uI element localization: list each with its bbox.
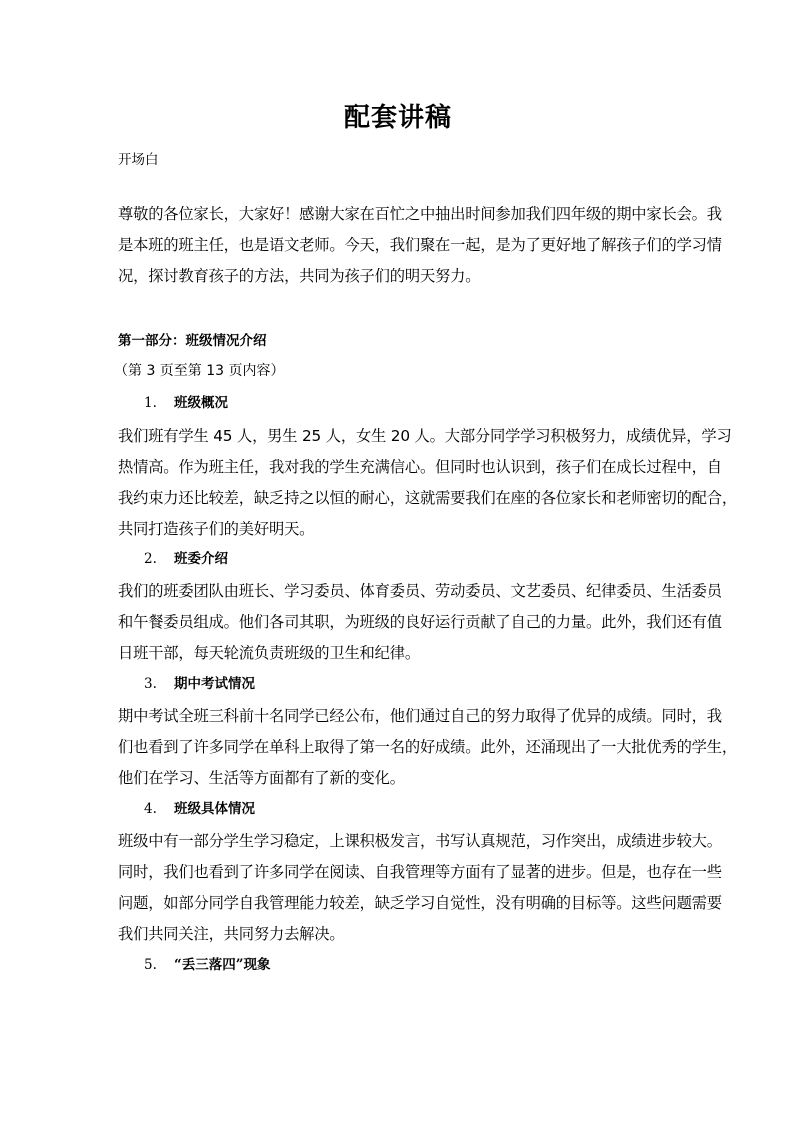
- section-number: 4.: [144, 801, 157, 817]
- section-heading-5: [118, 955, 271, 975]
- section-heading-1: [118, 393, 228, 413]
- paragraph-line: 问题，如部分同学自我管理能力较差，缺乏学习自觉性，没有明确的目标等。这些问题需要: [118, 894, 722, 912]
- section-number: 1.: [144, 395, 157, 411]
- section-3-paragraph: [118, 701, 737, 794]
- opening-label: 开场白: [118, 152, 159, 168]
- section-title: 期中考试情况: [174, 676, 255, 692]
- section-title: 班委介绍: [174, 551, 228, 567]
- paragraph-line: 热情高。作为班主任，我对我的学生充满信心。但同时也认识到，孩子们在成长过程中，自: [118, 458, 722, 476]
- paragraph-line: 他们在学习、生活等方面都有了新的变化。: [118, 769, 405, 787]
- section-title: “丢三落四”现象: [174, 957, 271, 973]
- section-number: 3.: [144, 676, 157, 692]
- paragraph-line: 班级中有一部分学生学习稳定，上课积极发言，书写认真规范，习作突出，成绩进步较大。: [118, 832, 722, 850]
- section-title: 班级具体情况: [174, 801, 255, 817]
- part1-heading: 第一部分：班级情况介绍: [118, 333, 267, 349]
- paragraph-line: 尊敬的各位家长，大家好！感谢大家在百忙之中抽出时间参加我们四年级的期中家长会。我: [118, 205, 722, 223]
- opening-paragraph: [118, 199, 722, 292]
- section-number: 5.: [144, 957, 157, 973]
- paragraph-line: 们也看到了许多同学在单科上取得了第一名的好成绩。此外，还涌现出了一大批优秀的学生，: [118, 738, 737, 756]
- paragraph-line: 我们共同关注，共同努力去解决。: [118, 925, 345, 943]
- paragraph-line: 和午餐委员组成。他们各司其职，为班级的良好运行贡献了自己的力量。此外，我们还有值: [118, 613, 722, 631]
- paragraph-line: 共同打造孩子们的美好明天。: [118, 520, 315, 538]
- section-1-paragraph: [118, 421, 737, 545]
- paragraph-line: 况，探讨教育孩子的方法，共同为孩子们的明天努力。: [118, 267, 481, 285]
- paragraph-line: 是本班的班主任，也是语文老师。今天，我们聚在一起，是为了更好地了解孩子们的学习情: [118, 236, 722, 254]
- paragraph-line: 我们班有学生 45 人，男生 25 人，女生 20 人。大部分同学学习积极努力，成绩优异，学习: [118, 427, 732, 445]
- section-2-paragraph: [118, 576, 722, 669]
- paragraph-line: 我约束力还比较差，缺乏持之以恒的耐心，这就需要我们在座的各位家长和老师密切的配合，: [118, 489, 737, 507]
- paragraph-line: 我们的班委团队由班长、学习委员、体育委员、劳动委员、文艺委员、纪律委员、生活委员: [118, 582, 722, 600]
- document-title: 配套讲稿: [343, 103, 452, 133]
- section-4-paragraph: [118, 826, 722, 950]
- section-heading-3: [118, 674, 255, 694]
- section-number: 2.: [144, 551, 157, 567]
- section-title: 班级概况: [174, 395, 228, 411]
- part1-page-range: （第 3 页至第 13 页内容）: [114, 363, 285, 379]
- section-heading-4: [118, 799, 255, 819]
- paragraph-line: 日班干部，每天轮流负责班级的卫生和纪律。: [118, 644, 420, 662]
- paragraph-line: 期中考试全班三科前十名同学已经公布，他们通过自己的努力取得了优异的成绩。同时，我: [118, 707, 722, 725]
- section-heading-2: [118, 549, 228, 569]
- paragraph-line: 同时，我们也看到了许多同学在阅读、自我管理等方面有了显著的进步。但是，也存在一些: [118, 863, 722, 881]
